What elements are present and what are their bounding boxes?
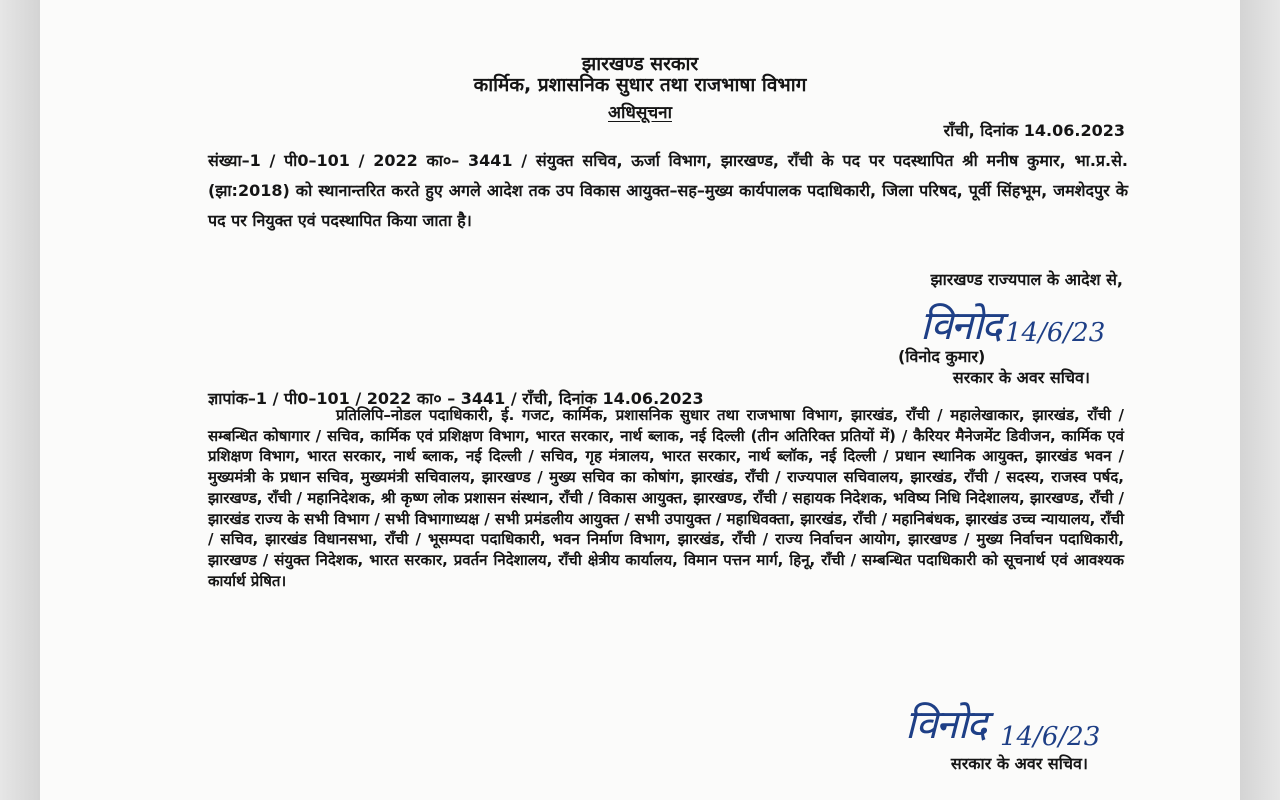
- document-page: [40, 0, 1240, 800]
- notification-title: अधिसूचना: [608, 103, 672, 123]
- memo-number-line: ज्ञापांक–1 / पी0–101 / 2022 का० – 3441 / राँची, दिनांक 14.06.2023: [208, 389, 704, 408]
- order-paragraph: संख्या–1 / पी0–101 / 2022 का०– 3441 / संयुक्त सचिव, ऊर्जा विभाग, झारखण्ड, राँची के पद पर पदस्थापित श्री मनीष कुमार, भा.प्र.से. (झा:2018) को स्थानान्तरित करते हुए अगले आदेश तक उप विकास आयुक्त–सह–मुख्य कार्यपालक पदाधिकारी, जिला परिषद, पूर्वी सिंहभूम, जमशेदपुर के पद पर नियुक्त एवं पदस्थापित किया जाता है।: [208, 151, 1128, 230]
- signature-2-initials: विनोद: [905, 702, 986, 748]
- signer-designation-2: सरकार के अवर सचिव।: [950, 754, 1088, 773]
- signature-2-date: 14/6/23: [1000, 722, 1101, 752]
- signature-1-initials: विनोद: [920, 303, 1001, 349]
- signer-name: (विनोद कुमार): [898, 347, 986, 366]
- copy-to-paragraph: प्रतिलिपि–नोडल पदाधिकारी, ई. गजट, कार्मिक, प्रशासनिक सुधार तथा राजभाषा विभाग, झारखंड, राँची / महालेखाकार, झारखंड, राँची / सम्बन्धित कोषागार / सचिव, कार्मिक एवं प्रशिक्षण विभाग, भारत सरकार, नार्थ ब्लाक, नई दिल्ली (तीन अतिरिक्त प्रतियों में) / कैरियर मैनेजमेंट डिवीजन, कार्मिक एवं प्रशिक्षण विभाग, भारत सरकार, नार्थ ब्लाक, नई दिल्ली / सचिव, गृह मंत्रालय, भारत सरकार, नार्थ ब्लॉक, नई दिल्ली / प्रधान स्थानिक आयुक्त, झारखंड भवन / मुख्यमंत्री के प्रधान सचिव, मुख्यमंत्री सचिवालय, झारखण्ड / मुख्य सचिव का कोषांग, झारखंड, राँची / राज्यपाल सचिवालय, झारखंड, राँची / सदस्य, राजस्व पर्षद, झारखण्ड, राँची / महानिदेशक, श्री कृष्ण लोक प्रशासन संस्थान, राँची / विकास आयुक्त, झारखण्ड, राँची / सहायक निदेशक, भविष्य निधि निदेशालय, झारखण्ड, राँची / झारखंड राज्य के सभी विभाग / सभी विभागाध्यक्ष / सभी प्रमंडलीय आयुक्त / सभी उपायुक्त / महाधिवक्ता, झारखंड, राँची / महानिबंधक, झारखंड उच्च न्यायालय, राँची / सचिव, झारखंड विधानसभा, राँची / भूसम्पदा पदाधिकारी, भवन निर्माण विभाग, झारखंड, राँची / राज्य निर्वाचन आयोग, झारखण्ड / मुख्य निर्वाचन पदाधिकारी, झारखण्ड / संयुक्त निदेशक, भारत सरकार, प्रवर्तन निदेशालय, राँची क्षेत्रीय कार्यालय, विमान पत्तन मार्ग, हिनू, राँची / सम्बन्धित पदाधिकारी को सूचनार्थ एवं आवश्यक कार्यार्थ प्रेषित।: [208, 406, 1124, 590]
- place-date: राँची, दिनांक 14.06.2023: [943, 121, 1125, 140]
- department-heading: कार्मिक, प्रशासनिक सुधार तथा राजभाषा विभाग: [473, 74, 807, 96]
- signer-designation: सरकार के अवर सचिव।: [952, 368, 1090, 387]
- left-border: [0, 0, 40, 800]
- government-heading: झारखण्ड सरकार: [581, 53, 699, 75]
- signature-1-date: 14/6/23: [1005, 318, 1106, 348]
- right-border: [1240, 0, 1280, 800]
- by-order-line: झारखण्ड राज्यपाल के आदेश से,: [930, 270, 1123, 289]
